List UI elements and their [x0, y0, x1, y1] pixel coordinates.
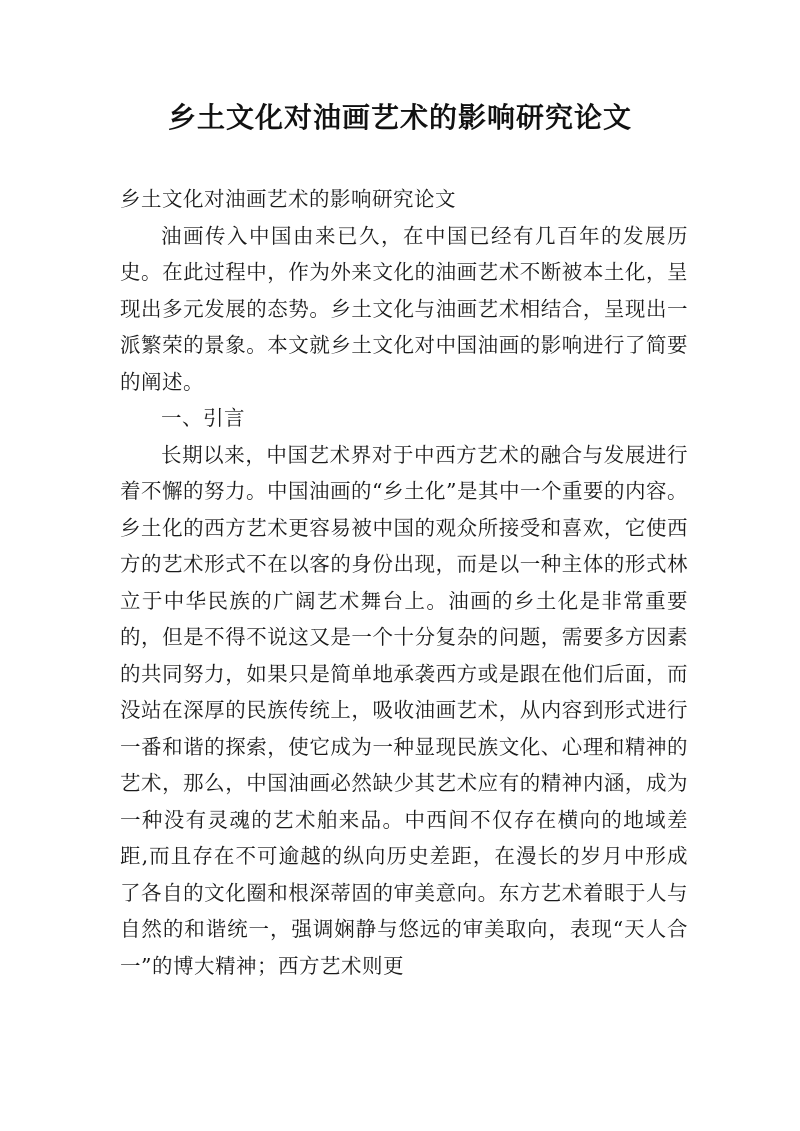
subtitle-paragraph: 乡土文化对油画艺术的影响研究论文 — [120, 187, 456, 211]
document-title: 乡土文化对油画艺术的影响研究论文 — [167, 101, 632, 134]
abstract-paragraph: 油画传入中国由来已久，在中国已经有几百年的发展历史。在此过程中，作为外来文化的油画艺术不断被本土化，呈现出多元发展的态势。乡土文化与油画艺术相结合，呈现出一派繁荣的景象。本文就乡土文化对中国油画的影响进行了简要的阐述。 — [120, 223, 688, 394]
document-body — [120, 181, 688, 984]
section-heading: 一、引言 — [161, 406, 245, 430]
body-paragraph: 长期以来，中国艺术界对于中西方艺术的融合与发展进行着不懈的努力。中国油画的“乡土化”是其中一个重要的内容。乡土化的西方艺术更容易被中国的观众所接受和喜欢，它使西方的艺术形式不在以客的身份出现，而是以一种主体的形式林立于中华民族的广阔艺术舞台上。油画的乡土化是非常重要的，但是不得不说这又是一个十分复杂的问题，需要多方因素的共同努力，如果只是简单地承袭西方或是跟在他们后面，而没站在深厚的民族传统上，吸收油画艺术，从内容到形式进行一番和谐的探索，使它成为一种显现民族文化、心理和精神的艺术，那么，中国油画必然缺少其艺术应有的精神内涵，成为一种没有灵魂的艺术舶来品。中西间不仅存在横向的地域差距,而且存在不可逾越的纵向历史差距，在漫长的岁月中形成了各自的文化圈和根深蒂固的审美意向。东方艺术着眼于人与自然的和谐统一，强调娴静与悠远的审美取向，表现“天人合一”的博大精神；西方艺术则更 — [120, 442, 688, 978]
